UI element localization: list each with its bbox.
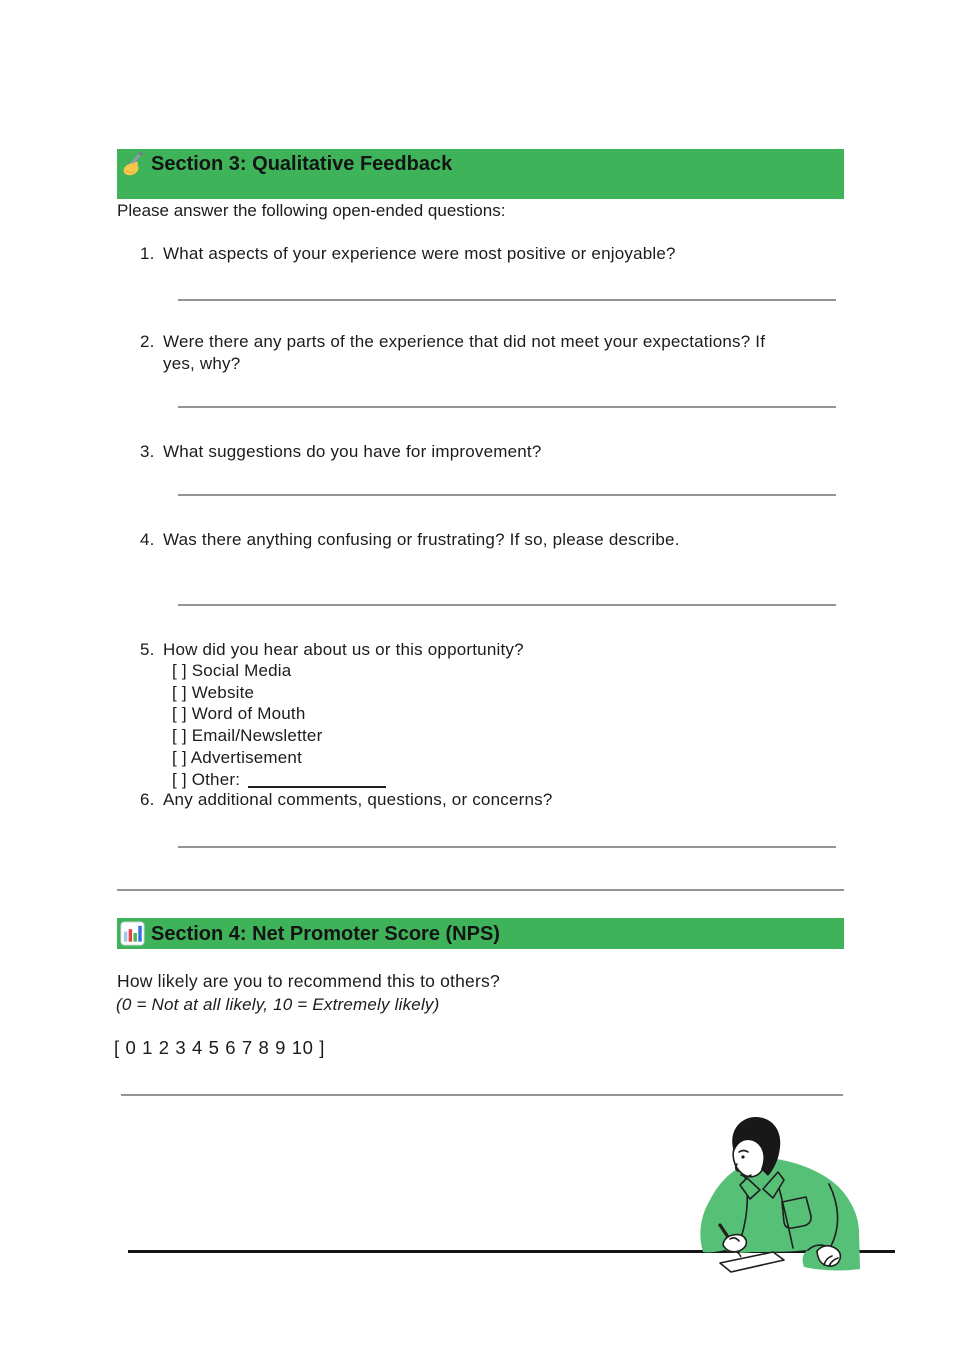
section3-intro: Please answer the following open-ended questions: (117, 201, 506, 220)
question-number: 1. (140, 244, 155, 263)
bar-chart-icon (120, 921, 145, 946)
checkbox-option: [ ] Advertisement (172, 747, 303, 767)
person-writing-illustration (690, 1112, 865, 1287)
writing-hand-icon (120, 151, 145, 176)
question-text: Any additional comments, questions, or concerns? (163, 790, 553, 809)
answer-line (178, 604, 836, 606)
question-item-5 (140, 639, 773, 661)
nps-question: How likely are you to recommend this to others? (117, 971, 500, 991)
section4-header-bar (117, 918, 844, 949)
question-text: How did you hear about us or this opportunity? (163, 640, 524, 659)
question-text: What suggestions do you have for improvement? (163, 442, 542, 461)
question-number: 2. (140, 332, 155, 351)
answer-line (178, 406, 836, 408)
section4-title: Section 4: Net Promoter Score (NPS) (151, 923, 500, 945)
nps-scale-note: (0 = Not at all likely, 10 = Extremely likely) (116, 995, 440, 1014)
checkbox-option: [ ] Social Media (172, 661, 292, 680)
checkbox-options (172, 660, 386, 790)
answer-line (178, 299, 836, 301)
answer-line (178, 846, 836, 848)
section-divider (121, 1094, 843, 1096)
question-number: 6. (140, 790, 155, 809)
question-item-2 (140, 331, 773, 375)
checkbox-option: [ ] Website (172, 682, 255, 702)
checkbox-option: [ ] Other: (172, 769, 241, 789)
answer-line (178, 494, 836, 496)
checkbox-option: [ ] Word of Mouth (172, 704, 306, 724)
question-number: 4. (140, 530, 155, 549)
checkbox-option-other (172, 769, 386, 791)
other-blank-line (248, 772, 386, 788)
question-item-4 (140, 529, 773, 551)
question-item-6 (140, 789, 773, 811)
question-number: 5. (140, 640, 155, 659)
question-text: Were there any parts of the experience that did not meet your expectations? If yes, why? (163, 332, 766, 373)
section3-title: Section 3: Qualitative Feedback (151, 153, 453, 175)
section3-header-bar (117, 149, 844, 199)
question-number: 3. (140, 442, 155, 461)
question-text: Was there anything confusing or frustrating? If so, please describe. (163, 530, 680, 549)
checkbox-option: [ ] Email/Newsletter (172, 726, 323, 746)
nps-scale-values: [ 0 1 2 3 4 5 6 7 8 9 10 ] (114, 1037, 326, 1058)
question-text: What aspects of your experience were most positive or enjoyable? (163, 244, 676, 263)
question-item-3 (140, 441, 773, 463)
section-divider (117, 889, 844, 891)
question-item-1 (140, 243, 773, 265)
